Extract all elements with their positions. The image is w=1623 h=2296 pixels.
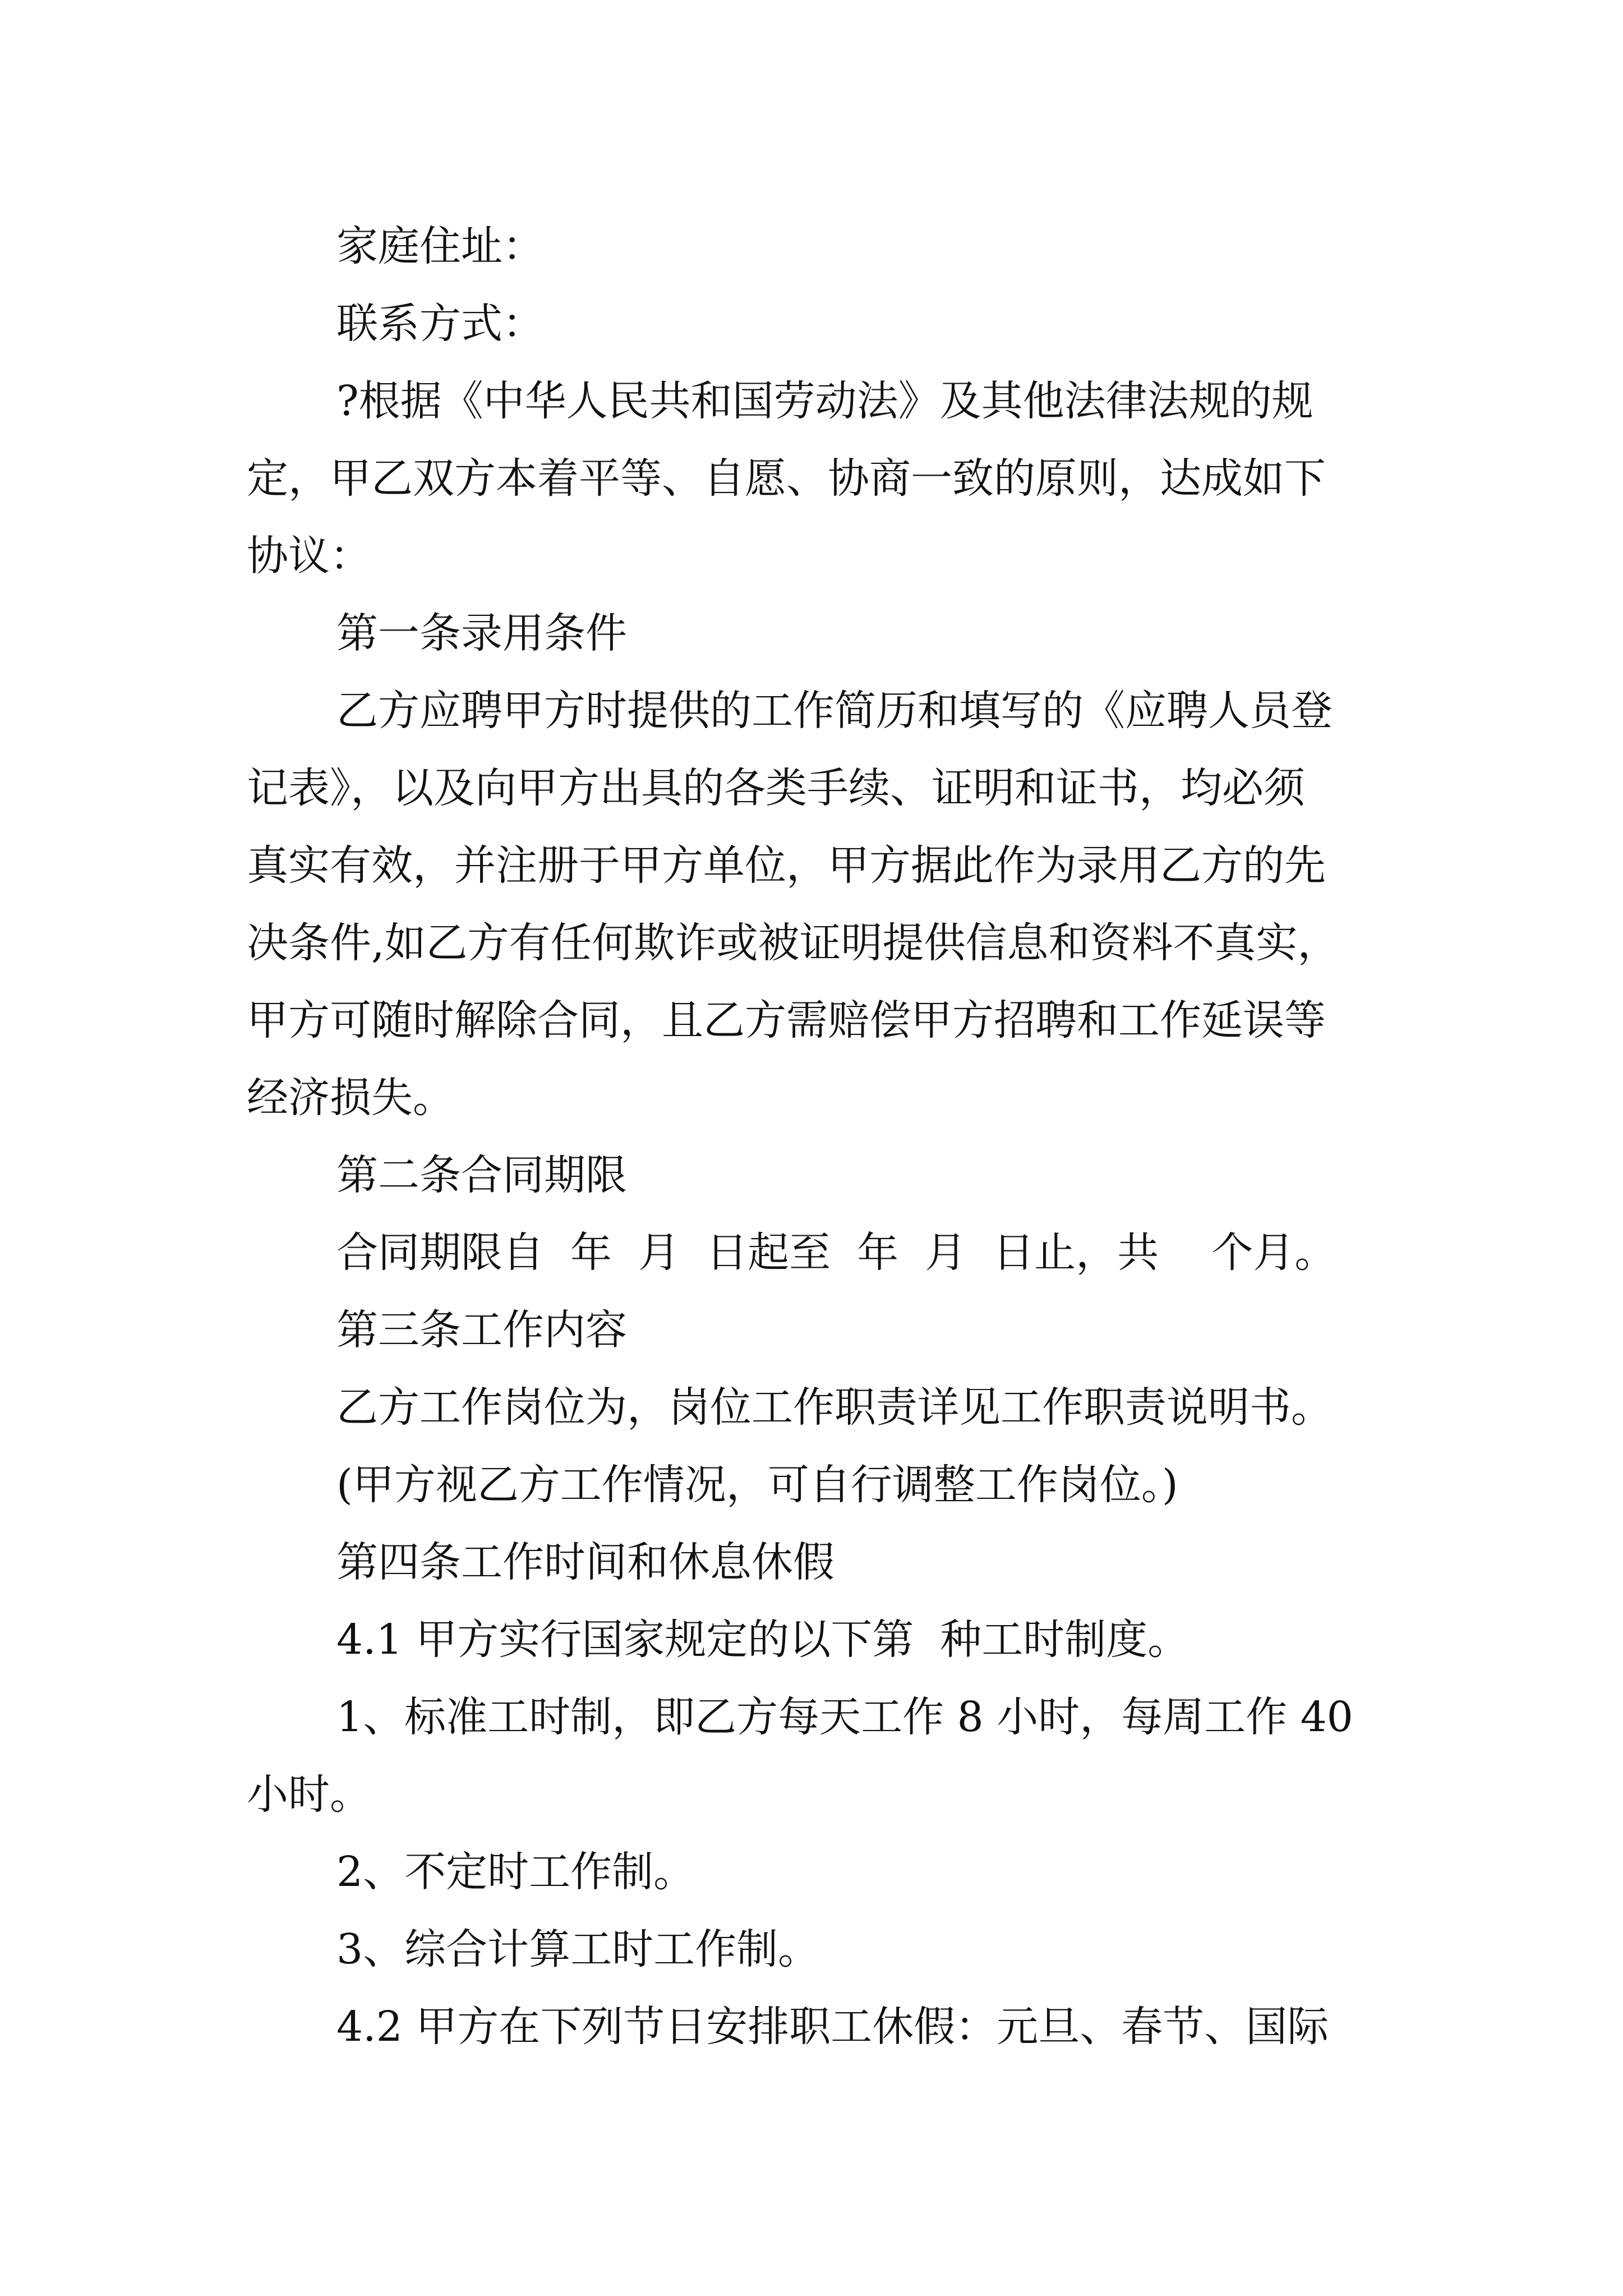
text-line: ?根据《中华人民共和国劳动法》及其他法律法规的规 (336, 377, 1313, 425)
clause-heading: 第三条工作内容 (336, 1306, 627, 1354)
text-line: 记表》，以及向甲方出具的各类手续、证明和证书，均必须 (247, 764, 1305, 812)
text-line: 乙方工作岗位为，岗位工作职责详见工作职责说明书。 (336, 1383, 1332, 1432)
text-line: 合同期限自 年 月 日起至 年 月 日止，共 个月。 (336, 1228, 1336, 1277)
text-line: 定，甲乙双方本着平等、自愿、协商一致的原则，达成如下 (247, 454, 1326, 503)
clause-heading: 第一条录用条件 (336, 609, 627, 657)
text-line: 乙方应聘甲方时提供的工作简历和填写的《应聘人员登 (336, 687, 1332, 735)
text-line-contact: 联系方式： (336, 300, 544, 348)
text-line: 4.1 甲方实行国家规定的以下第 种工时制度。 (336, 1616, 1189, 1664)
text-line-address: 家庭住址： (336, 222, 544, 270)
clause-heading: 第四条工作时间和休息休假 (336, 1538, 834, 1586)
text-line: (甲方视乙方工作情况，可自行调整工作岗位。) (336, 1461, 1178, 1509)
text-line: 2、不定时工作制。 (336, 1848, 695, 1896)
text-line: 真实有效，并注册于甲方单位，甲方据此作为录用乙方的先 (247, 841, 1326, 890)
text-line: 1、标准工时制，即乙方每天工作 8 小时，每周工作 40 (336, 1693, 1353, 1741)
text-line: 决条件,如乙方有任何欺诈或被证明提供信息和资料不真实， (247, 919, 1339, 967)
text-line: 协议： (247, 532, 371, 580)
text-line: 经济损失。 (247, 1074, 454, 1122)
clause-heading: 第二条合同期限 (336, 1151, 627, 1199)
text-line: 3、综合计算工时工作制。 (336, 1925, 820, 1973)
text-line: 4.2 甲方在下列节日安排职工休假：元旦、春节、国际 (336, 2003, 1329, 2051)
text-line: 甲方可随时解除合同，且乙方需赔偿甲方招聘和工作延误等 (247, 996, 1326, 1045)
text-line: 小时。 (247, 1770, 371, 1819)
